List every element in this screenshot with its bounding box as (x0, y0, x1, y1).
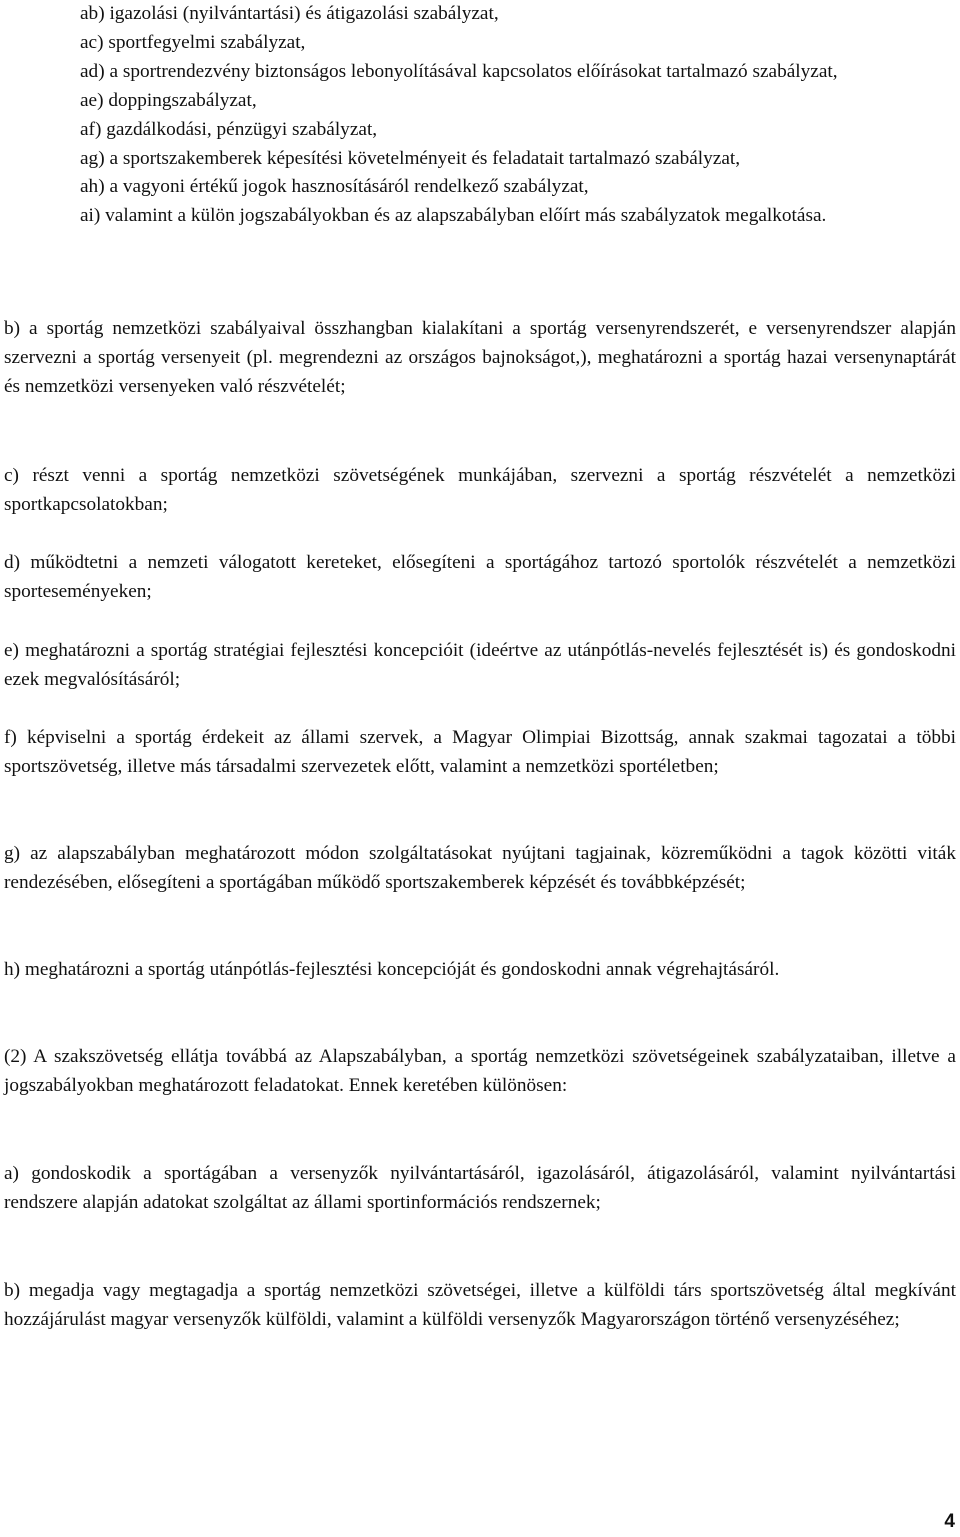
paragraph-h: h) meghatározni a sportág utánpótlás-fejlesztési koncepcióját és gondoskodni annak végrehajtásáról. (4, 959, 780, 980)
sublist-item-ah: ah) a vagyoni értékű jogok hasznosításáról rendelkező szabályzat, (80, 176, 589, 198)
section-2-item-b: b) megadja vagy megtagadja a sportág nemzetközi szövetségei, illetve a külföldi társ sportszövetség által megkívánt hozzájárulást magyar versenyzők külföldi, valamint a külföldi versenyzők Magyarországon történő versenyzéséhez; (4, 1280, 956, 1331)
paragraph-f: f) képviselni a sportág érdekeit az állami szervek, a Magyar Olimpiai Bizottság, annak szakmai tagozatai a többi sportszövetség, illetve más társadalmi szervezetek előtt, valamint a nemzetközi sportéletben; (4, 727, 956, 778)
sublist-item-ai: ai) valamint a külön jogszabályokban és az alapszabályban előírt más szabályzatok megalkotása. (80, 205, 827, 227)
section-2-item-a: a) gondoskodik a sportágában a versenyzők nyilvántartásáról, igazolásáról, átigazolásáról, valamint nyilvántartási rendszere alapján adatokat szolgáltat az állami sportinformációs rendszernek; (4, 1163, 956, 1214)
paragraph-d: d) működtetni a nemzeti válogatott kereteket, elősegíteni a sportágához tartozó sportolók részvételét a nemzetközi sporteseményeken; (4, 552, 956, 603)
sublist-item-af: af) gazdálkodási, pénzügyi szabályzat, (80, 118, 378, 140)
paragraph-e: e) meghatározni a sportág stratégiai fejlesztési koncepcióit (ideértve az utánpótlás-nevelés fejlesztését is) és gondoskodni ezek megvalósításáról; (4, 640, 956, 691)
sublist-item-ab: ab) igazolási (nyilvántartási) és átigazolási szabályzat, (80, 3, 499, 24)
page-number: 4 (944, 1511, 955, 1532)
paragraph-g: g) az alapszabályban meghatározott módon szolgáltatásokat nyújtani tagjainak, közreműködni a tagok közötti viták rendezésében, elősegíteni a sportágában működő sportszakemberek képzését és továbbképzését; (4, 843, 956, 894)
section-2-intro: (2) A szakszövetség ellátja továbbá az Alapszabályban, a sportág nemzetközi szövetségeinek szabályzataiban, illetve a jogszabályokban meghatározott feladatokat. Ennek keretében különösen: (4, 1046, 956, 1097)
paragraph-c: c) részt venni a sportág nemzetközi szövetségének munkájában, szervezni a sportág részvételét a nemzetközi sportkapcsolatokban; (4, 465, 956, 516)
regulation-sublist (80, 0, 956, 231)
sublist-item-ac: ac) sportfegyelmi szabályzat, (80, 31, 306, 53)
sublist-item-ad: ad) a sportrendezvény biztonságos lebonyolításával kapcsolatos előírásokat tartalmazó szabályzat, (80, 60, 838, 82)
paragraph-b: b) a sportág nemzetközi szabályaival összhangban kialakítani a sportág versenyrendszerét, e versenyrendszer alapján szervezni a sportág versenyeit (pl. megrendezni az országos bajnokságot,), meghatározni a sportág hazai versenynaptárát és nemzetközi versenyeken való részvételét; (4, 318, 956, 398)
sublist-item-ae: ae) doppingszabályzat, (80, 89, 257, 111)
sublist-item-ag: ag) a sportszakemberek képesítési követelményeit és feladatait tartalmazó szabályzat, (80, 147, 741, 169)
